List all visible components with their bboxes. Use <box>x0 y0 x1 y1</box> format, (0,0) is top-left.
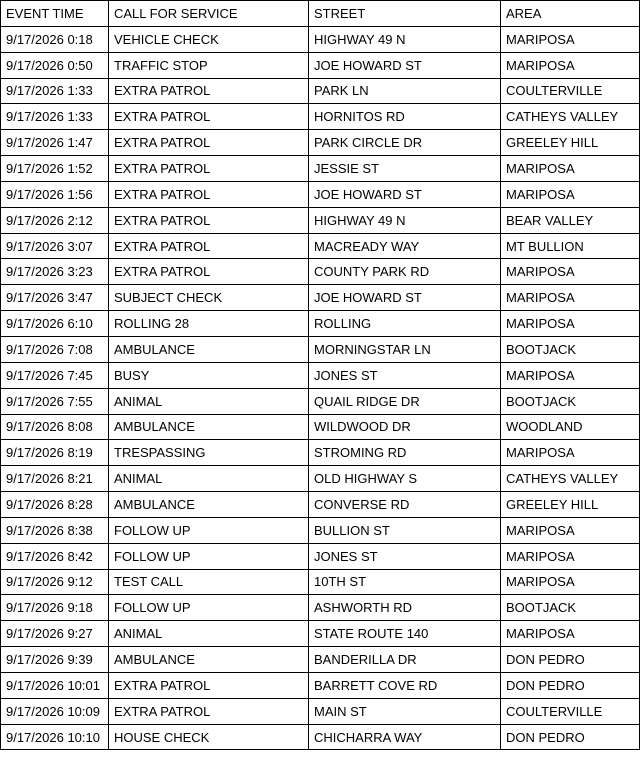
call-for-service-cell: EXTRA PATROL <box>109 672 309 698</box>
call-for-service-cell: BUSY <box>109 362 309 388</box>
call-for-service-cell: EXTRA PATROL <box>109 259 309 285</box>
street-cell: CHICHARRA WAY <box>309 724 501 750</box>
table-row <box>1 336 640 362</box>
event-time-cell: 9/17/2026 8:28 <box>1 492 109 518</box>
area-cell: DON PEDRO <box>501 672 640 698</box>
call-for-service-cell: VEHICLE CHECK <box>109 26 309 52</box>
event-time-cell: 9/17/2026 8:21 <box>1 466 109 492</box>
table-body <box>1 26 640 750</box>
event-time-cell: 9/17/2026 8:08 <box>1 414 109 440</box>
area-cell: MARIPOSA <box>501 569 640 595</box>
event-time-cell: 9/17/2026 1:52 <box>1 156 109 182</box>
event-time-cell: 9/17/2026 0:50 <box>1 52 109 78</box>
table-row <box>1 285 640 311</box>
street-cell: MAIN ST <box>309 698 501 724</box>
event-time-cell: 9/17/2026 9:27 <box>1 621 109 647</box>
call-for-service-cell: EXTRA PATROL <box>109 698 309 724</box>
area-cell: GREELEY HILL <box>501 130 640 156</box>
call-for-service-cell: AMBULANCE <box>109 647 309 673</box>
street-cell: QUAIL RIDGE DR <box>309 388 501 414</box>
area-cell: GREELEY HILL <box>501 492 640 518</box>
table-row <box>1 104 640 130</box>
event-time-cell: 9/17/2026 10:01 <box>1 672 109 698</box>
call-for-service-cell: ROLLING 28 <box>109 311 309 337</box>
call-for-service-cell: TEST CALL <box>109 569 309 595</box>
table-row <box>1 414 640 440</box>
table-row <box>1 233 640 259</box>
event-time-cell: 9/17/2026 3:07 <box>1 233 109 259</box>
area-cell: MT BULLION <box>501 233 640 259</box>
event-time-cell: 9/17/2026 1:56 <box>1 181 109 207</box>
area-cell: MARIPOSA <box>501 156 640 182</box>
table-row <box>1 543 640 569</box>
call-for-service-cell: AMBULANCE <box>109 414 309 440</box>
event-time-cell: 9/17/2026 3:47 <box>1 285 109 311</box>
area-cell: DON PEDRO <box>501 647 640 673</box>
street-cell: JESSIE ST <box>309 156 501 182</box>
header-event-time: EVENT TIME <box>1 1 109 27</box>
table-row <box>1 672 640 698</box>
street-cell: ASHWORTH RD <box>309 595 501 621</box>
table-row <box>1 621 640 647</box>
call-for-service-cell: ANIMAL <box>109 388 309 414</box>
street-cell: COUNTY PARK RD <box>309 259 501 285</box>
event-time-cell: 9/17/2026 9:12 <box>1 569 109 595</box>
street-cell: BULLION ST <box>309 517 501 543</box>
table-row <box>1 311 640 337</box>
street-cell: BANDERILLA DR <box>309 647 501 673</box>
table-row <box>1 52 640 78</box>
street-cell: 10TH ST <box>309 569 501 595</box>
street-cell: HORNITOS RD <box>309 104 501 130</box>
table-row <box>1 466 640 492</box>
event-time-cell: 9/17/2026 7:08 <box>1 336 109 362</box>
call-for-service-cell: AMBULANCE <box>109 336 309 362</box>
call-for-service-cell: EXTRA PATROL <box>109 233 309 259</box>
call-for-service-cell: EXTRA PATROL <box>109 207 309 233</box>
table-row <box>1 517 640 543</box>
area-cell: BOOTJACK <box>501 336 640 362</box>
call-for-service-cell: EXTRA PATROL <box>109 156 309 182</box>
event-time-cell: 9/17/2026 1:47 <box>1 130 109 156</box>
street-cell: PARK CIRCLE DR <box>309 130 501 156</box>
table-row <box>1 698 640 724</box>
area-cell: MARIPOSA <box>501 543 640 569</box>
event-time-cell: 9/17/2026 0:18 <box>1 26 109 52</box>
table-row <box>1 130 640 156</box>
event-time-cell: 9/17/2026 9:39 <box>1 647 109 673</box>
call-for-service-cell: ANIMAL <box>109 621 309 647</box>
call-for-service-cell: EXTRA PATROL <box>109 78 309 104</box>
area-cell: MARIPOSA <box>501 52 640 78</box>
event-time-cell: 9/17/2026 7:55 <box>1 388 109 414</box>
event-time-cell: 9/17/2026 3:23 <box>1 259 109 285</box>
street-cell: OLD HIGHWAY S <box>309 466 501 492</box>
call-for-service-cell: TRESPASSING <box>109 440 309 466</box>
call-for-service-cell: FOLLOW UP <box>109 543 309 569</box>
event-time-cell: 9/17/2026 8:38 <box>1 517 109 543</box>
street-cell: STATE ROUTE 140 <box>309 621 501 647</box>
street-cell: ROLLING <box>309 311 501 337</box>
street-cell: MACREADY WAY <box>309 233 501 259</box>
street-cell: HIGHWAY 49 N <box>309 207 501 233</box>
table-row <box>1 207 640 233</box>
call-for-service-cell: TRAFFIC STOP <box>109 52 309 78</box>
event-time-cell: 9/17/2026 8:19 <box>1 440 109 466</box>
area-cell: MARIPOSA <box>501 311 640 337</box>
area-cell: MARIPOSA <box>501 26 640 52</box>
call-for-service-cell: FOLLOW UP <box>109 517 309 543</box>
table-row <box>1 259 640 285</box>
area-cell: BOOTJACK <box>501 388 640 414</box>
area-cell: CATHEYS VALLEY <box>501 104 640 130</box>
call-for-service-cell: HOUSE CHECK <box>109 724 309 750</box>
area-cell: MARIPOSA <box>501 517 640 543</box>
area-cell: WOODLAND <box>501 414 640 440</box>
area-cell: MARIPOSA <box>501 621 640 647</box>
call-for-service-cell: FOLLOW UP <box>109 595 309 621</box>
table-row <box>1 647 640 673</box>
table-row <box>1 26 640 52</box>
table-row <box>1 595 640 621</box>
event-time-cell: 9/17/2026 10:09 <box>1 698 109 724</box>
call-for-service-cell: AMBULANCE <box>109 492 309 518</box>
street-cell: STROMING RD <box>309 440 501 466</box>
area-cell: BOOTJACK <box>501 595 640 621</box>
call-for-service-cell: EXTRA PATROL <box>109 104 309 130</box>
street-cell: PARK LN <box>309 78 501 104</box>
event-time-cell: 9/17/2026 9:18 <box>1 595 109 621</box>
table-row <box>1 362 640 388</box>
street-cell: MORNINGSTAR LN <box>309 336 501 362</box>
header-street: STREET <box>309 1 501 27</box>
street-cell: JOE HOWARD ST <box>309 181 501 207</box>
area-cell: COULTERVILLE <box>501 78 640 104</box>
call-for-service-cell: EXTRA PATROL <box>109 130 309 156</box>
call-for-service-cell: ANIMAL <box>109 466 309 492</box>
table-row <box>1 388 640 414</box>
area-cell: MARIPOSA <box>501 440 640 466</box>
area-cell: DON PEDRO <box>501 724 640 750</box>
street-cell: JOE HOWARD ST <box>309 52 501 78</box>
event-time-cell: 9/17/2026 2:12 <box>1 207 109 233</box>
street-cell: JOE HOWARD ST <box>309 285 501 311</box>
area-cell: MARIPOSA <box>501 285 640 311</box>
call-for-service-cell: SUBJECT CHECK <box>109 285 309 311</box>
area-cell: MARIPOSA <box>501 259 640 285</box>
street-cell: CONVERSE RD <box>309 492 501 518</box>
area-cell: COULTERVILLE <box>501 698 640 724</box>
table-row <box>1 440 640 466</box>
event-time-cell: 9/17/2026 8:42 <box>1 543 109 569</box>
event-time-cell: 9/17/2026 7:45 <box>1 362 109 388</box>
table-header <box>1 1 640 27</box>
event-time-cell: 9/17/2026 1:33 <box>1 104 109 130</box>
event-time-cell: 9/17/2026 10:10 <box>1 724 109 750</box>
header-call-for-service: CALL FOR SERVICE <box>109 1 309 27</box>
area-cell: MARIPOSA <box>501 362 640 388</box>
header-area: AREA <box>501 1 640 27</box>
area-cell: MARIPOSA <box>501 181 640 207</box>
street-cell: BARRETT COVE RD <box>309 672 501 698</box>
table-row <box>1 181 640 207</box>
area-cell: CATHEYS VALLEY <box>501 466 640 492</box>
header-row <box>1 1 640 27</box>
street-cell: JONES ST <box>309 362 501 388</box>
table-row <box>1 492 640 518</box>
street-cell: JONES ST <box>309 543 501 569</box>
table-row <box>1 156 640 182</box>
street-cell: WILDWOOD DR <box>309 414 501 440</box>
table-row <box>1 569 640 595</box>
table-row <box>1 724 640 750</box>
event-time-cell: 9/17/2026 1:33 <box>1 78 109 104</box>
event-time-cell: 9/17/2026 6:10 <box>1 311 109 337</box>
area-cell: BEAR VALLEY <box>501 207 640 233</box>
table-row <box>1 78 640 104</box>
street-cell: HIGHWAY 49 N <box>309 26 501 52</box>
call-for-service-cell: EXTRA PATROL <box>109 181 309 207</box>
